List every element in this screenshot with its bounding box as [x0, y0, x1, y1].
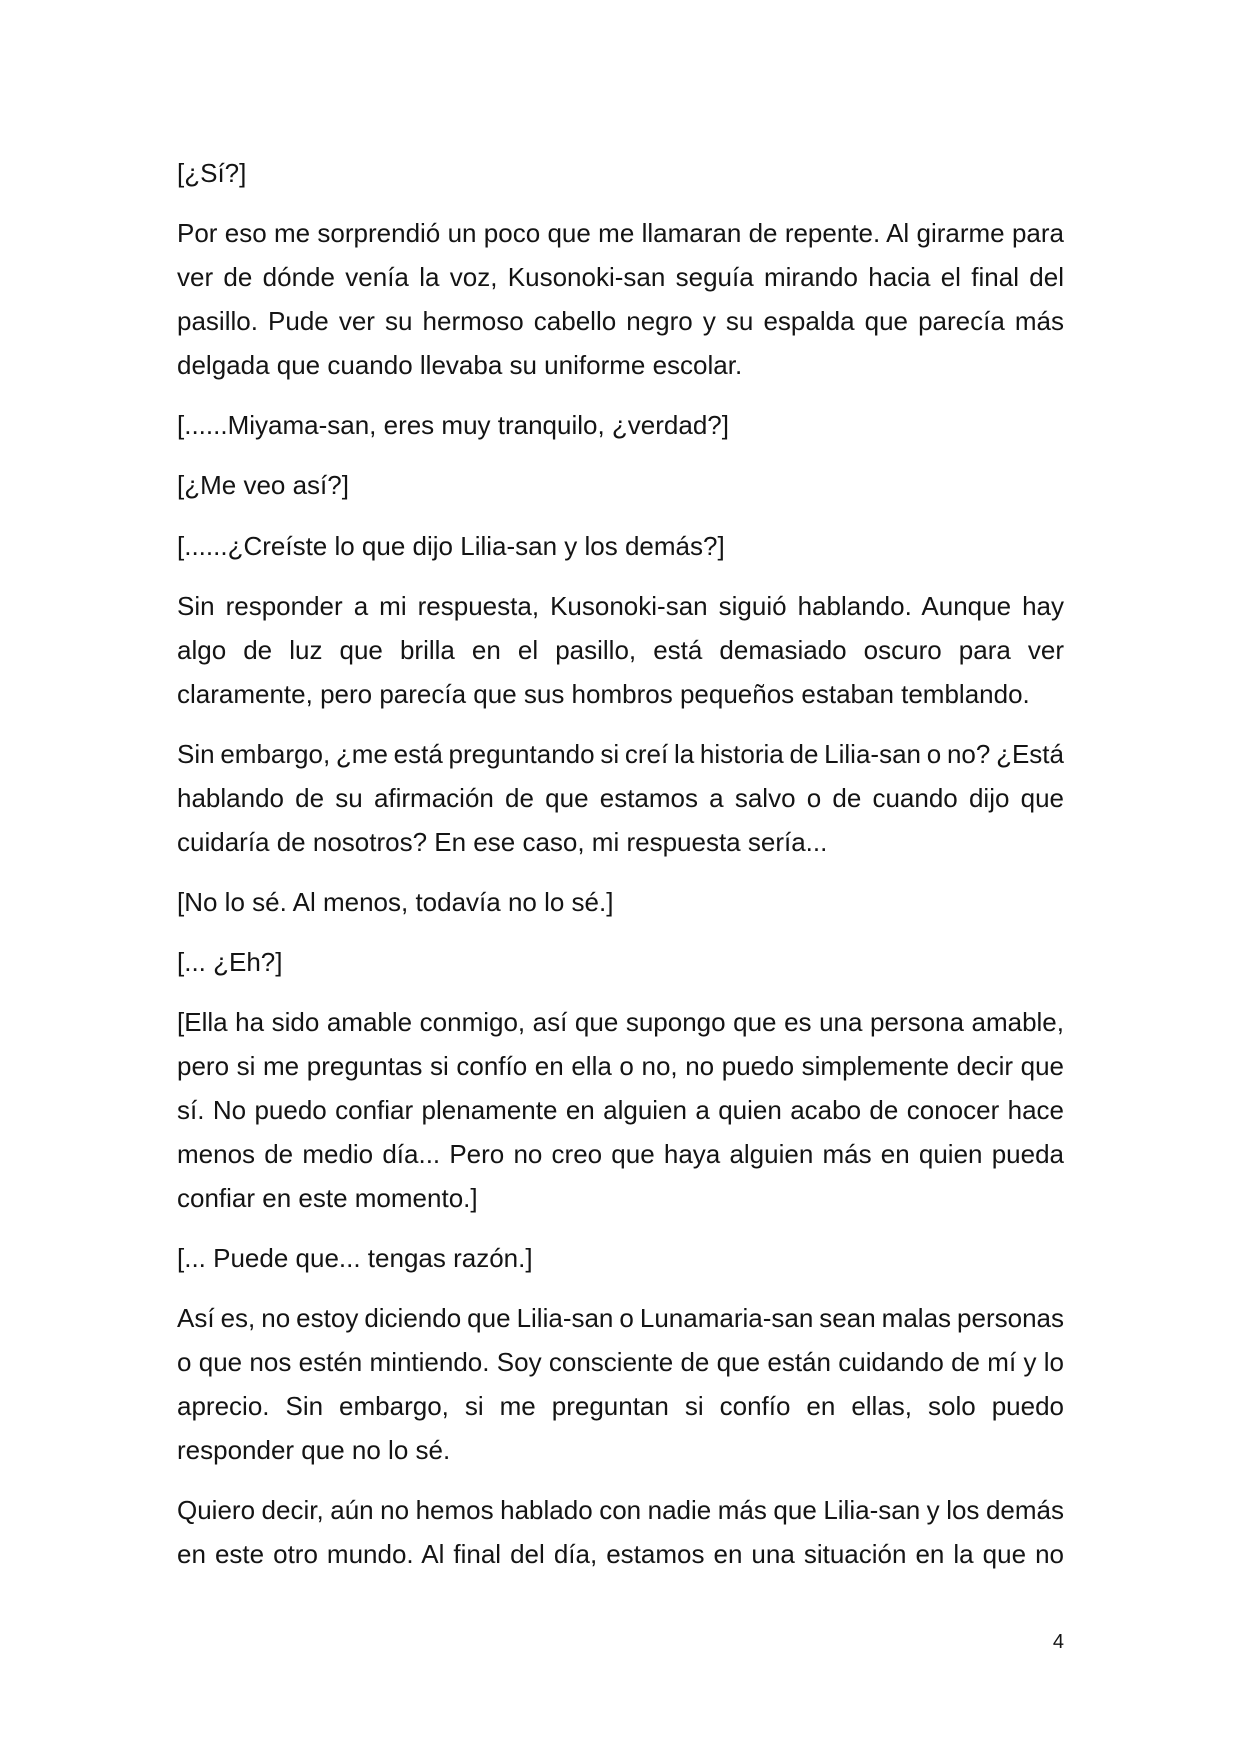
text-line: [¿Me veo así?]: [177, 470, 349, 501]
text-line: Por eso me sorprendió un poco que me llamaran de repente. Al girarme para: [177, 218, 1064, 249]
text-line: menos de medio día... Pero no creo que haya alguien más en quien pueda: [177, 1138, 1064, 1169]
text-line: Quiero decir, aún no hemos hablado con nadie más que Lilia-san y los demás: [177, 1495, 1064, 1526]
paragraph: [177, 733, 1064, 865]
text-line: algo de luz que brilla en el pasillo, está demasiado oscuro para ver: [177, 634, 1064, 665]
text-line: claramente, pero parecía que sus hombros pequeños estaban temblando.: [177, 678, 1030, 709]
text-line: responder que no lo sé.: [177, 1434, 451, 1465]
text-line: delgada que cuando llevaba su uniforme escolar.: [177, 349, 743, 380]
paragraph: [177, 585, 1064, 717]
paragraph: [177, 152, 1064, 196]
paragraph: [177, 1001, 1064, 1221]
text-line: pero si me preguntas si confío en ella o no, no puedo simplemente decir que: [177, 1051, 1064, 1082]
text-line: [... ¿Eh?]: [177, 946, 283, 977]
paragraph: [177, 1297, 1064, 1473]
paragraph: [177, 1489, 1064, 1577]
paragraph: [177, 941, 1064, 985]
text-line: [¿Sí?]: [177, 158, 247, 188]
paragraph: [177, 525, 1064, 569]
text-line: [......Miyama-san, eres muy tranquilo, ¿verdad?]: [177, 410, 729, 441]
text-line: [No lo sé. Al menos, todavía no lo sé.]: [177, 886, 614, 917]
paragraph: [177, 881, 1064, 925]
paragraph: [177, 212, 1064, 388]
text-line: confiar en este momento.]: [177, 1182, 478, 1213]
text-line: Sin embargo, ¿me está preguntando si creí la historia de Lilia-san o no? ¿Está: [177, 738, 1064, 769]
text-line: sí. No puedo confiar plenamente en alguien a quien acabo de conocer hace: [177, 1094, 1064, 1125]
text-line: [... Puede que... tengas razón.]: [177, 1243, 533, 1273]
page-number: 4: [1052, 1631, 1064, 1653]
text-line: ver de dónde venía la voz, Kusonoki-san seguía mirando hacia el final del: [177, 262, 1064, 293]
paragraph: [177, 464, 1064, 508]
text-line: aprecio. Sin embargo, si me preguntan si confío en ellas, solo puedo: [177, 1391, 1064, 1422]
paragraph: [177, 404, 1064, 448]
paragraph: [177, 1237, 1064, 1281]
text-line: Sin responder a mi respuesta, Kusonoki-san siguió hablando. Aunque hay: [177, 590, 1064, 621]
text-line: en este otro mundo. Al final del día, estamos en una situación en la que no: [177, 1539, 1064, 1570]
text-line: o que nos estén mintiendo. Soy consciente de que están cuidando de mí y lo: [177, 1347, 1064, 1378]
text-line: hablando de su afirmación de que estamos a salvo o de cuando dijo que: [177, 782, 1064, 813]
text-line: pasillo. Pude ver su hermoso cabello negro y su espalda que parecía más: [177, 306, 1064, 337]
document-body: [177, 152, 1064, 1593]
text-line: [Ella ha sido amable conmigo, así que supongo que es una persona amable,: [177, 1007, 1064, 1038]
text-line: cuidaría de nosotros? En ese caso, mi respuesta sería...: [177, 826, 828, 857]
text-line: [......¿Creíste lo que dijo Lilia-san y los demás?]: [177, 530, 725, 561]
text-line: Así es, no estoy diciendo que Lilia-san o Lunamaria-san sean malas personas: [177, 1303, 1064, 1334]
